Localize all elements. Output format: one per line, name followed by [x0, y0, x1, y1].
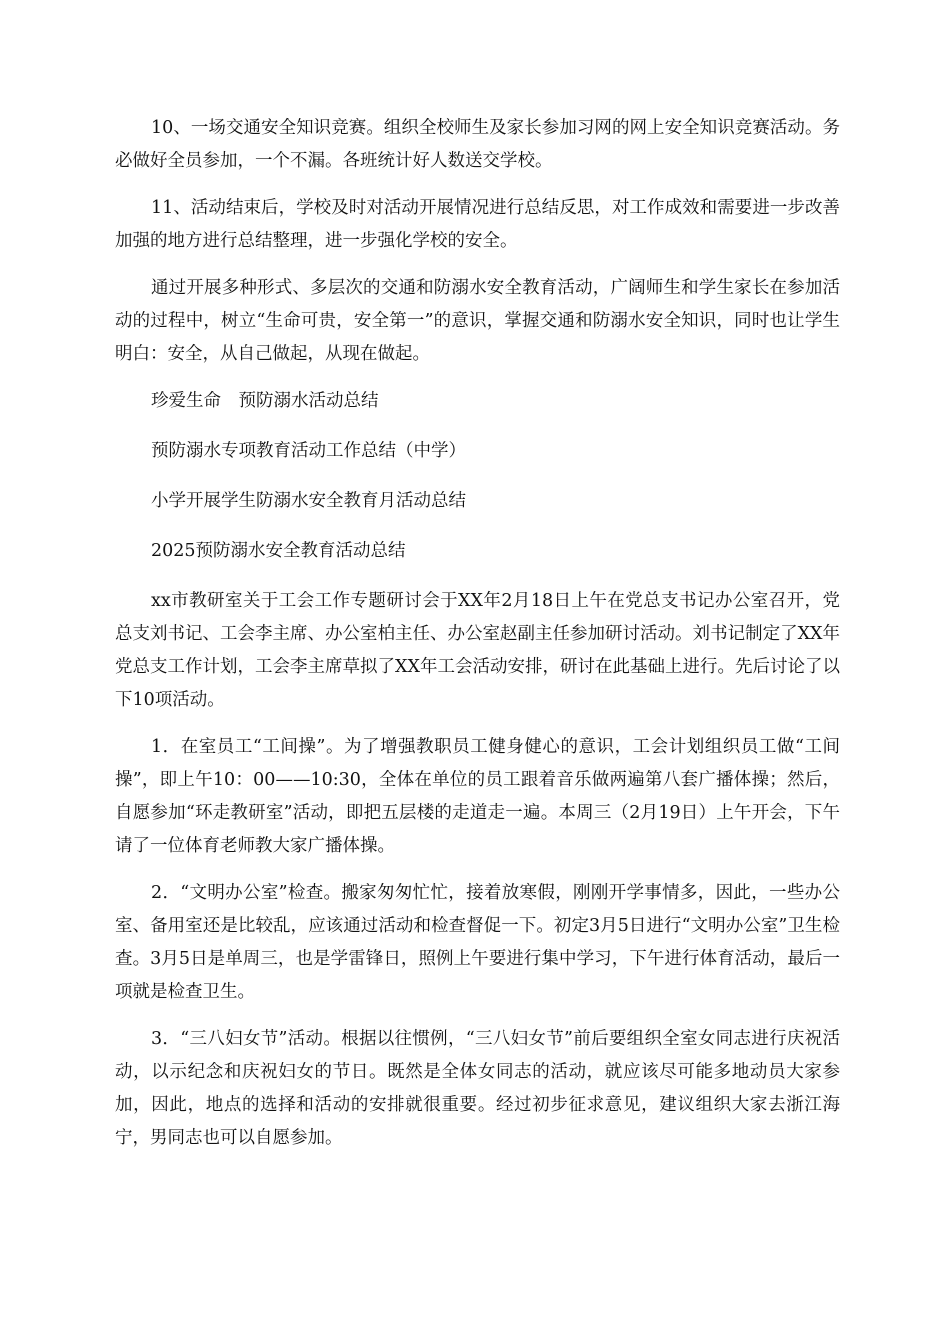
- related-title-1: 珍爱生命 预防溺水活动总结: [151, 391, 379, 411]
- document-body: [115, 112, 840, 1169]
- related-title-4: 2025预防溺水安全教育活动总结: [151, 541, 406, 561]
- paragraph-item-3: 3．“三八妇女节”活动。根据以往惯例，“三八妇女节”前后要组织全室女同志进行庆祝活动，以示纪念和庆祝妇女的节日。既然是全体女同志的活动，就应该尽可能多地动员大家参加，因此，地点的选择和活动的安排就很重要。经过初步征求意见，建议组织大家去浙江海宁，男同志也可以自愿参加。: [115, 1029, 840, 1148]
- paragraph-union-meeting: xx市教研室关于工会工作专题研讨会于XX年2月18日上午在党总支书记办公室召开，党总支刘书记、工会李主席、办公室柏主任、办公室赵副主任参加研讨活动。刘书记制定了XX年党总支工作计划，工会李主席草拟了XX年工会活动安排，研讨在此基础上进行。先后讨论了以下10项活动。: [115, 591, 840, 710]
- related-title-3: 小学开展学生防溺水安全教育月活动总结: [151, 491, 466, 511]
- paragraph-activity-review: 11、活动结束后，学校及时对活动开展情况进行总结反思，对工作成效和需要进一步改善加强的地方进行总结整理，进一步强化学校的安全。: [115, 198, 840, 251]
- paragraph-traffic-quiz: 10、一场交通安全知识竞赛。组织全校师生及家长参加习网的网上安全知识竞赛活动。务必做好全员参加，一个不漏。各班统计好人数送交学校。: [115, 118, 840, 171]
- paragraph-item-1: 1．在室员工“工间操”。为了增强教职员工健身健心的意识，工会计划组织员工做“工间操”，即上午10：00——10:30，全体在单位的员工跟着音乐做两遍第八套广播体操；然后，自愿参加“环走教研室”活动，即把五层楼的走道走一遍。本周三（2月19日）上午开会，下午请了一位体育老师教大家广播体操。: [115, 737, 840, 856]
- paragraph-conclusion: 通过开展多种形式、多层次的交通和防溺水安全教育活动，广阔师生和学生家长在参加活动的过程中，树立“生命可贵，安全第一”的意识，掌握交通和防溺水安全知识，同时也让学生明白：安全，从自己做起，从现在做起。: [115, 278, 840, 364]
- paragraph-item-2: 2．“文明办公室”检查。搬家匆匆忙忙，接着放寒假，刚刚开学事情多，因此，一些办公室、备用室还是比较乱，应该通过活动和检查督促一下。初定3月5日进行“文明办公室”卫生检查。3月5日是单周三，也是学雷锋日，照例上午要进行集中学习，下午进行体育活动，最后一项就是检查卫生。: [115, 883, 840, 1002]
- related-title-2: 预防溺水专项教育活动工作总结（中学）: [151, 441, 466, 461]
